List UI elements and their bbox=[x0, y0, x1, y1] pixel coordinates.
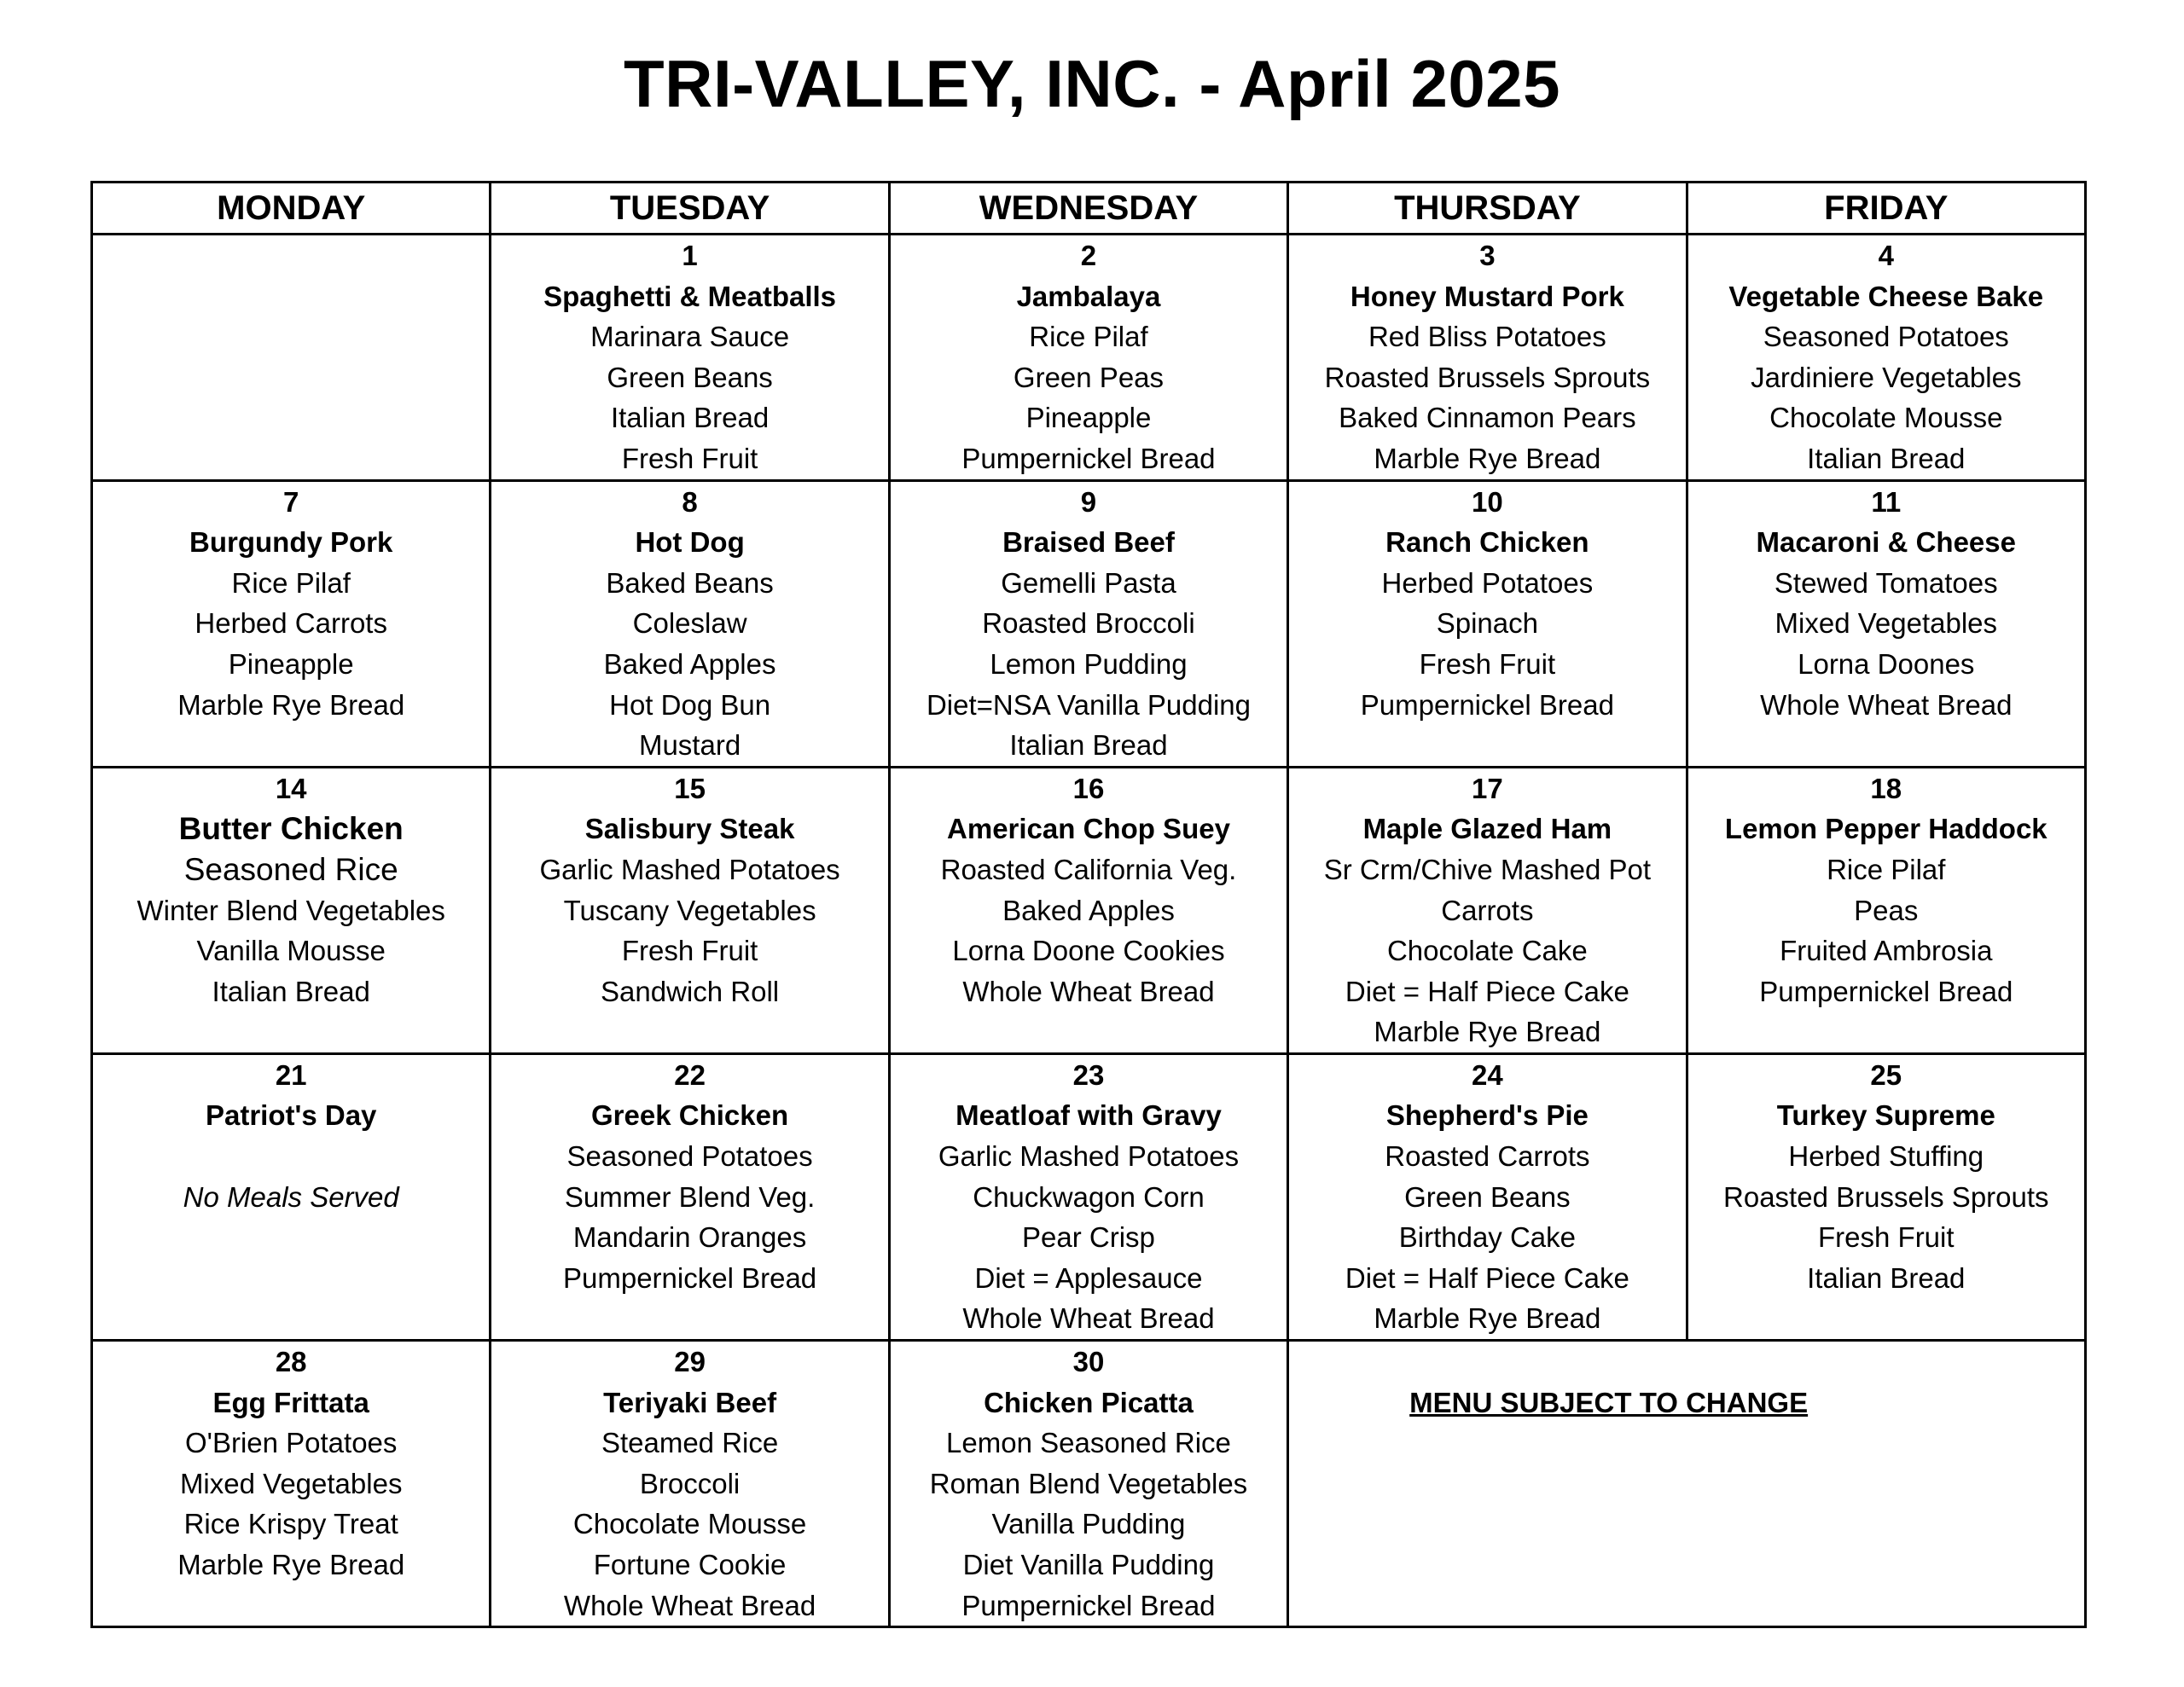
side-item: Italian Bread bbox=[1009, 729, 1168, 762]
side-item: Fresh Fruit bbox=[1818, 1221, 1955, 1254]
side-item: O'Brien Potatoes bbox=[184, 1427, 398, 1459]
main-dish: Lemon Pepper Haddock bbox=[1724, 813, 2048, 845]
side-item: Fresh Fruit bbox=[1419, 647, 1556, 680]
side-item: Lemon Seasoned Rice bbox=[946, 1427, 1231, 1459]
side-item: Diet Vanilla Pudding bbox=[962, 1549, 1215, 1580]
header-wednesday: WEDNESDAY bbox=[889, 183, 1287, 235]
day-cell bbox=[491, 1341, 889, 1627]
side-item: Carrots bbox=[1441, 894, 1534, 926]
side-item: Roasted Carrots bbox=[1385, 1140, 1590, 1173]
day-number: 14 bbox=[275, 772, 307, 804]
day-cell bbox=[1687, 235, 2085, 481]
side-item: Diet=NSA Vanilla Pudding bbox=[926, 688, 1251, 721]
side-item: Roasted Broccoli bbox=[982, 607, 1195, 640]
main-dish: Burgundy Pork bbox=[189, 526, 393, 559]
side-item: Herbed Potatoes bbox=[1381, 566, 1594, 599]
side-item: Pumpernickel Bread bbox=[1360, 688, 1614, 721]
side-item: Seasoned Potatoes bbox=[566, 1140, 813, 1173]
side-item: Red Bliss Potatoes bbox=[1368, 321, 1606, 353]
day-cell bbox=[1288, 235, 1687, 481]
side-item: Gemelli Pasta bbox=[1001, 566, 1176, 599]
side-item: Stewed Tomatoes bbox=[1774, 566, 1998, 599]
side-item: Vanilla Mousse bbox=[196, 935, 386, 967]
day-number: 10 bbox=[1472, 485, 1503, 518]
day-number: 23 bbox=[1072, 1058, 1105, 1091]
day-number: 25 bbox=[1870, 1058, 1902, 1091]
main-dish: Braised Beef bbox=[1002, 526, 1175, 559]
main-dish: Teriyaki Beef bbox=[603, 1386, 777, 1418]
side-item: Italian Bread bbox=[1807, 1261, 1966, 1294]
day-number: 7 bbox=[283, 485, 299, 518]
side-item: Spinach bbox=[1436, 607, 1538, 640]
main-dish: Turkey Supreme bbox=[1776, 1099, 1995, 1132]
main-dish: Meatloaf with Gravy bbox=[956, 1099, 1222, 1132]
day-cell bbox=[1288, 480, 1687, 767]
day-cell bbox=[889, 1341, 1287, 1627]
side-item: Rice Krispy Treat bbox=[183, 1508, 398, 1540]
week-row bbox=[92, 1341, 2086, 1627]
day-cell bbox=[1687, 1053, 2085, 1340]
side-item: Roman Blend Vegetables bbox=[929, 1467, 1248, 1499]
side-item: Lorna Doone Cookies bbox=[952, 935, 1225, 967]
side-item: Mixed Vegetables bbox=[1774, 607, 1998, 640]
side-item: Roasted Brussels Sprouts bbox=[1723, 1180, 2049, 1213]
side-item: Baked Apples bbox=[603, 647, 776, 680]
side-item: Roasted California Veg. bbox=[940, 853, 1237, 885]
side-item: Pineapple bbox=[1025, 402, 1152, 434]
day-number: 4 bbox=[1878, 240, 1894, 271]
day-number: 18 bbox=[1870, 772, 1902, 804]
side-item: Pumpernickel Bread bbox=[961, 442, 1216, 474]
side-item: Hot Dog Bun bbox=[609, 688, 771, 721]
side-item: Chocolate Mousse bbox=[572, 1508, 807, 1540]
side-item: Seasoned Potatoes bbox=[1763, 321, 2009, 353]
side-item: Vanilla Pudding bbox=[991, 1508, 1186, 1540]
day-cell bbox=[491, 1053, 889, 1340]
side-item: Chocolate Cake bbox=[1386, 935, 1588, 967]
side-item: Pumpernickel Bread bbox=[961, 1589, 1216, 1621]
main-dish: Shepherd's Pie bbox=[1385, 1099, 1589, 1132]
side-item: Whole Wheat Bread bbox=[962, 1302, 1215, 1335]
no-meals-note: No Meals Served bbox=[183, 1180, 399, 1213]
side-item: Chocolate Mousse bbox=[1769, 402, 2003, 434]
side-item: Whole Wheat Bread bbox=[563, 1589, 816, 1621]
main-dish: Greek Chicken bbox=[591, 1099, 789, 1132]
main-dish: Spaghetti & Meatballs bbox=[543, 280, 837, 312]
side-item: Rice Pilaf bbox=[1029, 321, 1148, 353]
side-item: Chuckwagon Corn bbox=[973, 1180, 1205, 1213]
day-number: 16 bbox=[1072, 772, 1105, 804]
day-number: 3 bbox=[1479, 240, 1496, 271]
day-cell bbox=[491, 235, 889, 481]
day-cell bbox=[92, 1341, 491, 1627]
day-number: 9 bbox=[1080, 485, 1097, 518]
side-item: Pineapple bbox=[228, 647, 354, 680]
day-cell bbox=[889, 767, 1287, 1053]
day-cell bbox=[1687, 480, 2085, 767]
side-item: Sandwich Roll bbox=[601, 975, 780, 1007]
weekday-header-row bbox=[92, 183, 2086, 235]
side-item: Mandarin Oranges bbox=[572, 1221, 807, 1254]
main-dish: Macaroni & Cheese bbox=[1756, 526, 2016, 559]
day-cell bbox=[889, 235, 1287, 481]
day-number: 11 bbox=[1871, 485, 1902, 518]
side-item: Coleslaw bbox=[632, 607, 747, 640]
side-item: Italian Bread bbox=[610, 402, 770, 434]
day-number: 1 bbox=[682, 240, 698, 271]
side-item: Steamed Rice bbox=[601, 1427, 779, 1459]
day-cell-empty bbox=[92, 235, 491, 481]
side-item: Diet = Half Piece Cake bbox=[1345, 1261, 1629, 1294]
side-item: Rice Pilaf bbox=[1827, 853, 1946, 885]
side-item: Herbed Carrots bbox=[195, 607, 387, 640]
side-item: Peas bbox=[1854, 894, 1919, 926]
day-number: 29 bbox=[674, 1346, 706, 1378]
side-item: Green Peas bbox=[1013, 361, 1165, 393]
side-item: Fresh Fruit bbox=[621, 935, 758, 967]
main-dish: Butter Chicken bbox=[178, 811, 404, 847]
side-item: Seasoned Rice bbox=[183, 851, 398, 887]
side-item: Green Beans bbox=[607, 361, 773, 393]
side-item: Marble Rye Bread bbox=[1374, 1302, 1601, 1335]
side-item: Jardiniere Vegetables bbox=[1751, 361, 2022, 393]
side-item: Birthday Cake bbox=[1398, 1221, 1576, 1254]
side-item: Pumpernickel Bread bbox=[563, 1261, 817, 1294]
day-cell bbox=[491, 480, 889, 767]
main-dish: Ranch Chicken bbox=[1385, 526, 1589, 559]
menu-note-cell bbox=[1288, 1341, 2086, 1627]
side-item: Baked Beans bbox=[606, 566, 774, 599]
side-item: Winter Blend Vegetables bbox=[136, 894, 445, 926]
main-dish: Jambalaya bbox=[1016, 280, 1161, 312]
side-item: Green Beans bbox=[1404, 1180, 1571, 1213]
day-number: 24 bbox=[1472, 1058, 1503, 1091]
day-number: 30 bbox=[1072, 1346, 1105, 1378]
header-tuesday: TUESDAY bbox=[491, 183, 889, 235]
side-item: Mustard bbox=[638, 729, 741, 762]
side-item: Fresh Fruit bbox=[621, 442, 758, 474]
day-cell bbox=[889, 480, 1287, 767]
main-dish: Egg Frittata bbox=[212, 1386, 369, 1418]
day-number: 8 bbox=[682, 485, 698, 518]
side-item: Marble Rye Bread bbox=[1374, 442, 1601, 474]
side-item: Baked Cinnamon Pears bbox=[1339, 402, 1636, 434]
side-item: Marble Rye Bread bbox=[177, 1549, 405, 1580]
day-cell bbox=[491, 767, 889, 1053]
main-dish: Hot Dog bbox=[635, 526, 745, 559]
day-cell bbox=[1687, 767, 2085, 1053]
side-item: Rice Pilaf bbox=[231, 566, 351, 599]
main-dish: Vegetable Cheese Bake bbox=[1728, 280, 2044, 312]
header-monday: MONDAY bbox=[92, 183, 491, 235]
side-item: Whole Wheat Bread bbox=[962, 975, 1215, 1007]
day-number: 15 bbox=[674, 772, 706, 804]
side-item: Fruited Ambrosia bbox=[1780, 935, 1993, 967]
day-cell bbox=[92, 480, 491, 767]
side-item: Whole Wheat Bread bbox=[1760, 688, 2013, 721]
side-item: Garlic Mashed Potatoes bbox=[539, 853, 840, 885]
day-number: 28 bbox=[275, 1346, 307, 1378]
day-cell bbox=[92, 1053, 491, 1340]
side-item: Pear Crisp bbox=[1022, 1221, 1155, 1254]
day-cell bbox=[1288, 767, 1687, 1053]
day-number: 2 bbox=[1080, 240, 1097, 271]
side-item: Marble Rye Bread bbox=[1374, 1016, 1601, 1048]
main-dish: American Chop Suey bbox=[947, 813, 1230, 845]
page-title: TRI-VALLEY, INC. - April 2025 bbox=[623, 46, 1560, 121]
side-item: Italian Bread bbox=[212, 975, 370, 1007]
side-item: Diet = Half Piece Cake bbox=[1345, 975, 1629, 1007]
side-item: Tuscany Vegetables bbox=[563, 894, 816, 926]
week-row bbox=[92, 1053, 2086, 1340]
main-dish: Chicken Picatta bbox=[984, 1386, 1194, 1418]
main-dish: Honey Mustard Pork bbox=[1350, 280, 1624, 312]
side-item: Fortune Cookie bbox=[593, 1549, 787, 1580]
day-cell bbox=[1288, 1053, 1687, 1340]
side-item: Baked Apples bbox=[1002, 894, 1175, 926]
week-row bbox=[92, 235, 2086, 481]
side-item: Marinara Sauce bbox=[590, 321, 790, 353]
side-item: Marble Rye Bread bbox=[177, 688, 405, 721]
side-item: Roasted Brussels Sprouts bbox=[1324, 361, 1651, 393]
side-item: Broccoli bbox=[639, 1467, 741, 1499]
side-item: Summer Blend Veg. bbox=[564, 1180, 816, 1213]
side-item: Sr Crm/Chive Mashed Pot bbox=[1323, 853, 1652, 885]
menu-subject-to-change-note: MENU SUBJECT TO CHANGE bbox=[1409, 1386, 1809, 1418]
side-item: Lorna Doones bbox=[1798, 647, 1975, 680]
side-item: Diet = Applesauce bbox=[974, 1261, 1203, 1294]
side-item: Herbed Stuffing bbox=[1788, 1140, 1984, 1173]
side-item: Mixed Vegetables bbox=[179, 1467, 403, 1499]
day-cell bbox=[889, 1053, 1287, 1340]
side-item: Garlic Mashed Potatoes bbox=[938, 1140, 1240, 1173]
week-row bbox=[92, 767, 2086, 1053]
day-number: 17 bbox=[1472, 772, 1503, 804]
side-item: Lemon Pudding bbox=[990, 647, 1188, 680]
header-friday: FRIDAY bbox=[1687, 183, 2085, 235]
side-item: Italian Bread bbox=[1807, 442, 1966, 474]
day-number: 22 bbox=[674, 1058, 706, 1091]
main-dish: Salisbury Steak bbox=[584, 813, 795, 845]
holiday-name: Patriot's Day bbox=[205, 1099, 377, 1132]
menu-calendar bbox=[90, 181, 2087, 1628]
header-thursday: THURSDAY bbox=[1288, 183, 1687, 235]
day-number: 21 bbox=[275, 1058, 307, 1091]
spacer bbox=[93, 1136, 489, 1177]
week-row bbox=[92, 480, 2086, 767]
main-dish: Maple Glazed Ham bbox=[1362, 813, 1612, 845]
side-item: Pumpernickel Bread bbox=[1759, 975, 2013, 1007]
day-cell bbox=[92, 767, 491, 1053]
